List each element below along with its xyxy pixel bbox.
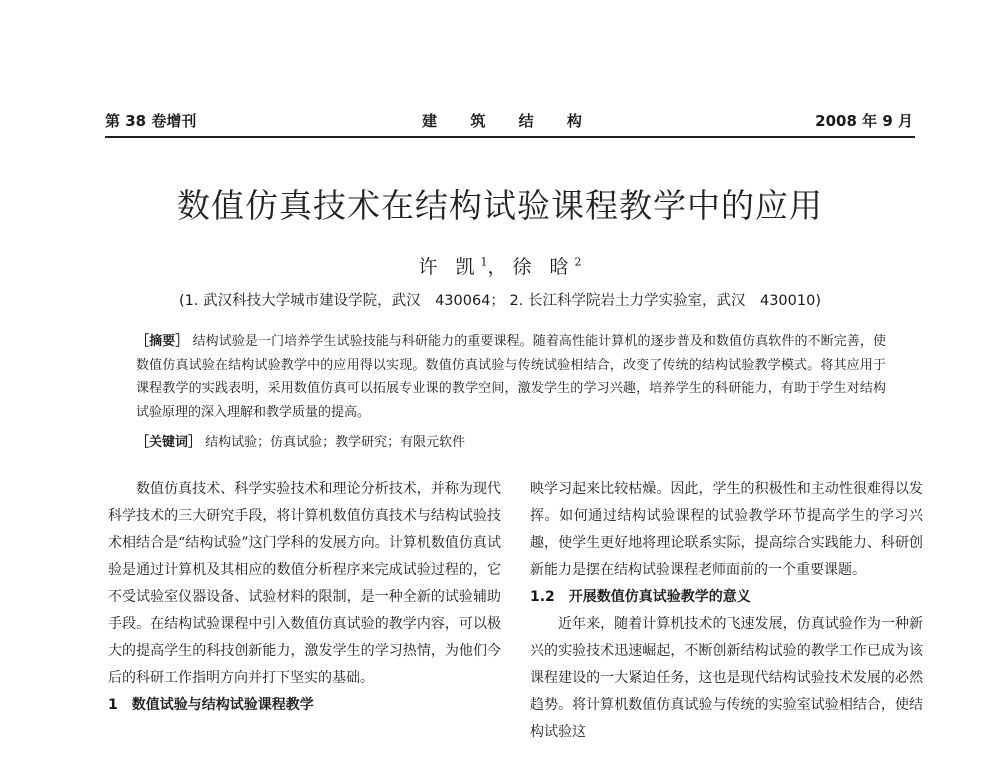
author-line	[0, 252, 1000, 279]
body-paragraph: 近年来，随着计算机技术的飞速发展，仿真试验作为一种新兴的实验技术迅速崛起，不断创新结构试验的教学工作已成为该课程建设的一大紧迫任务，这也是现代结构试验技术发展的必然趋势。将计算机数值仿真试验与传统的实验室试验相结合，使结构试验这	[530, 616, 923, 740]
keywords-text: 结构试验；仿真试验；教学研究；有限元软件	[205, 435, 466, 450]
paper-title: 数值仿真技术在结构试验课程教学中的应用	[177, 186, 823, 225]
affiliation-marker: 1	[480, 255, 488, 269]
abstract	[136, 330, 886, 424]
journal-volume: 第 38 卷增刊	[105, 112, 197, 130]
header-rule	[105, 136, 915, 138]
body-column-right	[530, 476, 923, 746]
abstract-text: 结构试验是一门培养学生试验技能与科研能力的重要课程。随着高性能计算机的逐步普及和数值仿真软件的不断完善，使数值仿真试验在结构试验教学中的应用得以实现。数值仿真试验与传统试验相结合，改变了传统的结构试验教学模式。将其应用于课程教学的实践表明，采用数值仿真可以拓展专业课的教学空间，激发学生的学习兴趣，培养学生的科研能力，有助于学生对结构试验原理的深入理解和教学质量的提高。	[136, 334, 886, 420]
author-name: 许 凯	[418, 256, 481, 278]
abstract-label: ［摘要］	[136, 334, 189, 349]
section-heading: 1.2 开展数值仿真试验教学的意义	[530, 589, 751, 605]
issue-date: 2008 年 9 月	[815, 112, 913, 130]
affiliation-marker: 2	[574, 255, 582, 269]
body-paragraph: 数值仿真技术、科学实验技术和理论分析技术，并称为现代科学技术的三大研究手段，将计算机数值仿真技术与结构试验技术相结合是“结构试验”这门学科的发展方向。计算机数值仿真试验是通过计算机及其相应的数值分析程序来完成试验过程的，它不受试验室仪器设备、试验材料的限制，是一种全新的试验辅助手段。在结构试验课程中引入数值仿真试验的教学内容，可以极大的提高学生的科技创新能力，激发学生的学习热情，为他们今后的科研工作指明方向并打下坚实的基础。	[108, 481, 501, 686]
body-paragraph: 映学习起来比较枯燥。因此，学生的积极性和主动性很难得以发挥。如何通过结构试验课程的试验教学环节提高学生的学习兴趣，使学生更好地将理论联系实际，提高综合实践能力、科研创新能力是摆在结构试验课程老师面前的一个重要课题。	[530, 481, 923, 578]
author-separator: ，	[487, 256, 513, 278]
author-name: 徐 晗	[512, 256, 575, 278]
affiliation: (1. 武汉科技大学城市建设学院，武汉 430064； 2. 长江科学院岩土力学实验室，武汉 430010)	[178, 293, 821, 309]
section-heading: 1 数值试验与结构试验课程教学	[108, 697, 314, 713]
keywords	[136, 431, 886, 454]
running-header	[105, 110, 913, 132]
body-column-left	[108, 476, 501, 719]
keywords-label: ［关键词］	[136, 435, 202, 450]
journal-name: 建 筑 结 构	[422, 112, 596, 130]
